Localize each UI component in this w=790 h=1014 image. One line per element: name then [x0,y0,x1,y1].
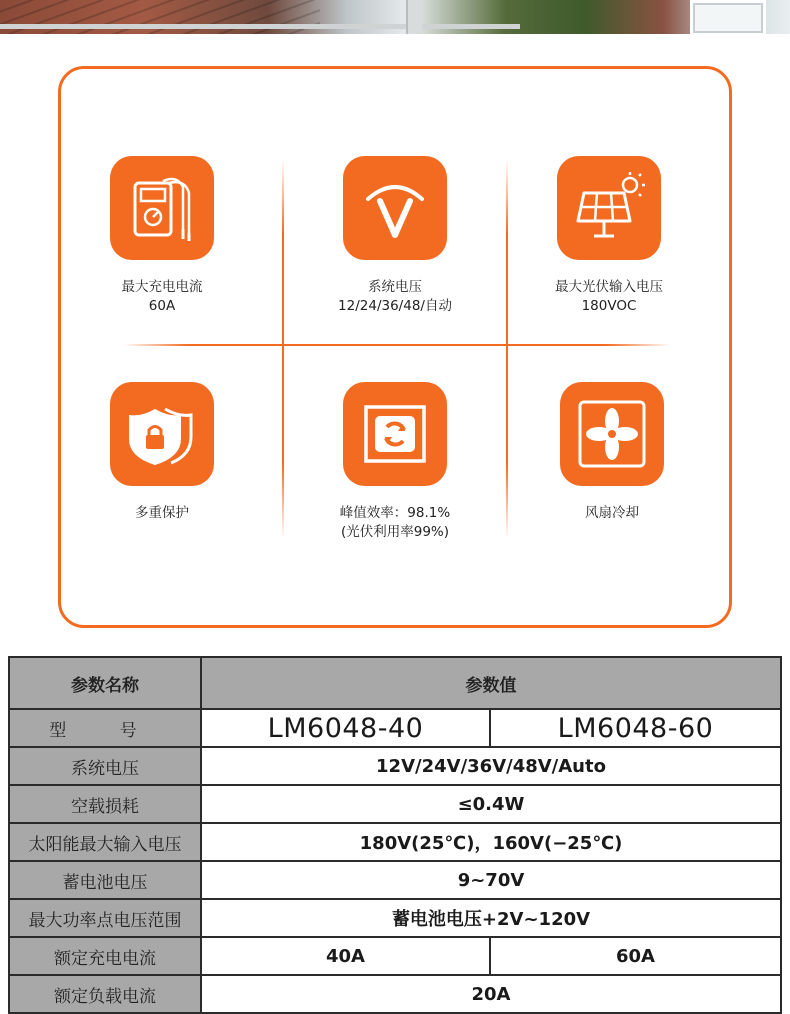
model-a: LM6048-40 [201,709,490,747]
solar-panel-icon [557,156,661,260]
row-key: 系统电压 [9,747,201,785]
row-key: 空载损耗 [9,785,201,823]
voltmeter-v-icon [343,156,447,260]
house-roof-photo [0,0,790,34]
feature-label: 峰值效率：98.1% [339,505,451,521]
row-value: 蓄电池电压+2V~120V [201,899,781,937]
header-param-name: 参数名称 [9,657,201,709]
row-key: 太阳能最大输入电压 [9,823,201,861]
multimeter-icon [110,156,214,260]
model-b: LM6048-60 [490,709,781,747]
charge-current-b: 60A [490,937,781,975]
load-current-value: 20A [201,975,781,1013]
row-value: 180V(25℃)，160V(−25℃) [201,823,781,861]
downpipe [406,0,422,34]
row-value: ≤0.4W [201,785,781,823]
feature-value: 60A [148,298,176,314]
feature-label: 系统电压 [368,279,422,295]
row-key-load-current: 额定负载电流 [9,975,201,1013]
row-value: 12V/24V/36V/48V/Auto [201,747,781,785]
row-key: 最大功率点电压范围 [9,899,201,937]
header-param-value: 参数值 [201,657,781,709]
feature-label: 最大充电电流 [121,279,203,295]
table-row [9,823,781,861]
efficiency-cycle-icon [343,382,447,486]
divider-horizontal [123,344,671,346]
row-value: 9~70V [201,861,781,899]
table-row [9,785,781,823]
rain-gutter [0,24,520,29]
feature-label: 风扇冷却 [585,505,639,521]
feature-fan-cooling [502,382,722,523]
feature-value: 180VOC [581,298,637,314]
feature-label: 最大光伏输入电压 [555,279,663,295]
table-row [9,937,781,975]
feature-max-pv-input-voltage [499,156,719,316]
table-row [9,975,781,1013]
divider-vertical-left [282,159,284,539]
table-row [9,747,781,785]
fan-icon [560,382,664,486]
charge-current-a: 40A [201,937,490,975]
shield-lock-icon [110,382,214,486]
feature-max-charge-current [52,156,272,316]
feature-peak-efficiency [285,382,505,542]
row-key-charge-current: 额定充电电流 [9,937,201,975]
feature-card [58,66,732,628]
table-header-row [9,657,781,709]
row-key-model: 型 号 [9,709,201,747]
feature-value: 12/24/36/48/自动 [338,298,452,314]
feature-label: 多重保护 [135,505,189,521]
feature-value: (光伏利用率99%) [340,524,450,540]
spec-table [8,656,782,1014]
feature-multiple-protection [52,382,272,523]
table-row [9,899,781,937]
row-key: 蓄电池电压 [9,861,201,899]
feature-system-voltage [285,156,505,316]
table-row [9,861,781,899]
table-row [9,709,781,747]
house-window [690,0,766,34]
